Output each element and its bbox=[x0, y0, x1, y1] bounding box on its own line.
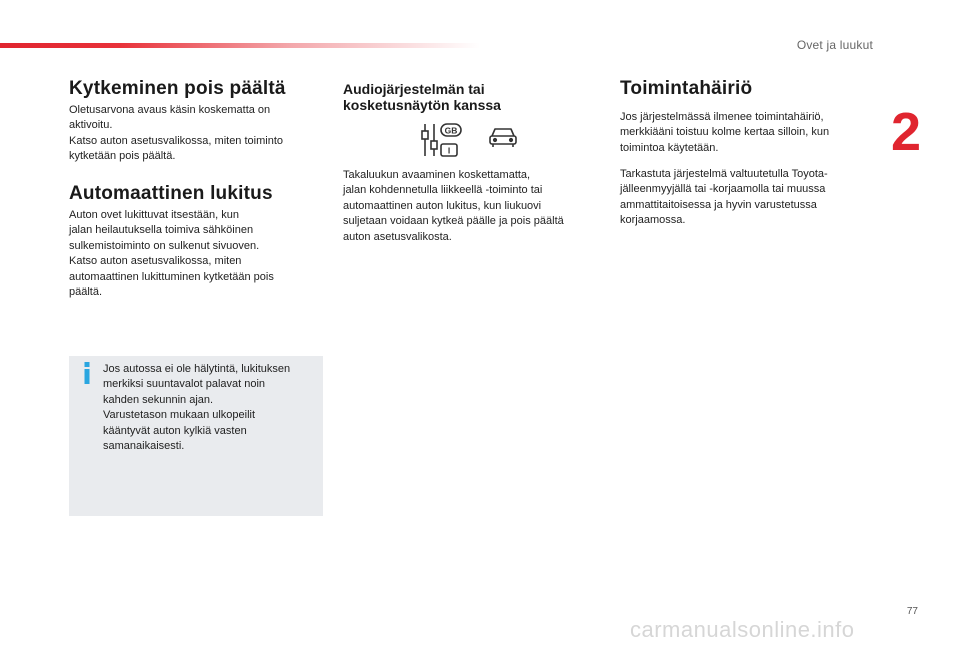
section-header: Ovet ja luukut bbox=[796, 38, 873, 52]
watermark: carmanualsonline.info bbox=[630, 617, 855, 642]
info-note-text: Jos autossa ei ole hälytintä, lukituksen merkiksi suuntavalot palavat noin kahden sekunnin ajan. Varustetason mukaan ulkopeilit kääntyvät auton kylkiä vasten samanaikaisesti. bbox=[103, 363, 291, 453]
paragraph-disable: Oletusarvona avaus käsin koskematta on aktivoitu. Katso auton asetusvalikossa, miten toiminto kytketään pois päältä. bbox=[69, 104, 284, 163]
car-icon bbox=[488, 126, 518, 148]
paragraph-audio: Takaluukun avaaminen koskettamatta, jalan kohdennetulla liikkeellä -toiminto tai automaattinen auton lukitus, kun liukuovi suljetaan voidaan kytkeä päälle ja pois päältä auton asetusvalikosta. bbox=[343, 169, 564, 243]
heading-auto-lock: Automaattinen lukitus bbox=[69, 183, 273, 204]
heading-malfunction: Toimintahäiriö bbox=[620, 78, 753, 99]
paragraph-auto-lock: Auton ovet lukittuvat itsestään, kun jalan heilautuksella toimiva sähköinen sulkemistoiminto on sulkenut sivuoven. Katso auton asetusvalikossa, miten automaattinen lukittuminen kytketään pois päältä. bbox=[69, 209, 274, 299]
paragraph-malfunction-1: Jos järjestelmässä ilmenee toimintahäiriö, merkkiääni toistuu kolme kertaa silloin, kun toimintoa käytetään. bbox=[620, 111, 830, 154]
settings-sliders-gb-icon bbox=[420, 122, 464, 158]
chapter-number: 2 bbox=[891, 102, 922, 162]
paragraph-malfunction-2: Tarkastuta järjestelmä valtuutetulla Toyota- jälleenmyyjällä tai -korjaamolla tai muussa ammattitaitoisessa ja hyvin varustetussa korjaamossa. bbox=[620, 168, 828, 227]
info-note bbox=[69, 356, 323, 516]
top-accent-bar bbox=[0, 43, 480, 48]
page-number: 77 bbox=[906, 606, 918, 617]
i-label: I bbox=[447, 145, 451, 156]
gb-label: GB bbox=[444, 125, 458, 136]
heading-disable: Kytkeminen pois päältä bbox=[69, 78, 286, 99]
info-icon bbox=[82, 362, 92, 384]
heading-audio-touchscreen: Audiojärjestelmän tai kosketusnäytön kanssa bbox=[343, 81, 501, 113]
